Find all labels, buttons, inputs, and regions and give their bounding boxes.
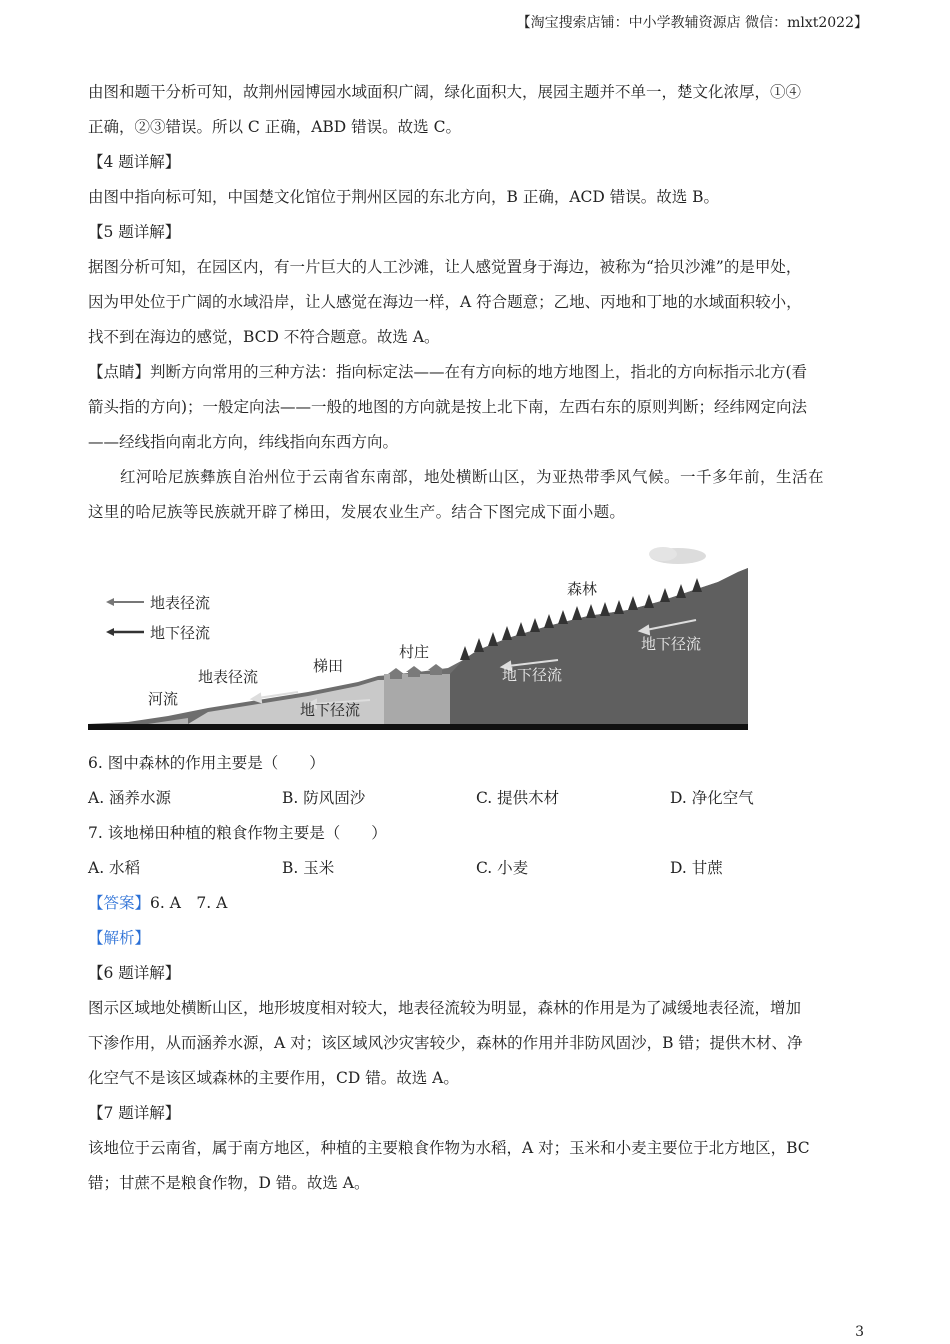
q7-option-a: A. 水稻 — [88, 859, 141, 877]
river-label: 河流 — [148, 690, 179, 708]
page-number: 3 — [855, 1324, 864, 1340]
tip-line: 【点睛】判断方向常用的三种方法：指向标定法——在有方向标的地方地图上，指北的方向标指示北方(看 — [88, 363, 808, 381]
tip-line: ——经线指向南北方向，纬线指向东西方向。 — [88, 433, 399, 451]
text-line: 因为甲处位于广阔的水域沿岸，让人感觉在海边一样，A 符合题意；乙地、丙地和丁地的水域面积较小， — [88, 293, 802, 311]
text-line: 化空气不是该区域森林的主要作用，CD 错。故选 A。 — [88, 1069, 459, 1087]
q6-option-b: B. 防风固沙 — [282, 789, 366, 807]
header-note: 【淘宝搜索店铺：中小学教辅资源店 微信：mlxt2022】 — [516, 15, 868, 31]
terrace-label: 梯田 — [313, 657, 344, 675]
text-line: 该地位于云南省，属于南方地区，种植的主要粮食作物为水稻，A 对；玉米和小麦主要位于北方地区，BC — [88, 1139, 810, 1157]
legend-under-label: 地下径流 — [150, 624, 211, 642]
legend-arrow-under — [106, 628, 144, 636]
text-line: 下渗作用，从而涵养水源，A 对；该区域风沙灾害较少，森林的作用并非防风固沙，B 错；提供木材、净 — [88, 1034, 803, 1052]
answer-line — [88, 886, 868, 921]
q7-options — [88, 851, 868, 886]
analysis-label: 【解析】 — [88, 929, 151, 947]
q6-option-a: A. 涵养水源 — [88, 789, 172, 807]
answer-value: 6. A 7. A — [150, 894, 228, 912]
text-line: 由图和题干分析可知，故荆州园博园水域面积广阔，绿化面积大，展园主题并不单一，楚文化浓厚，①④ — [88, 83, 802, 101]
village-label: 村庄 — [399, 643, 430, 661]
ground-line — [88, 724, 748, 730]
legend-arrow-surface — [106, 598, 144, 606]
underground-runoff-label-1: 地下径流 — [300, 701, 361, 719]
intro-line: 红河哈尼族彝族自治州位于云南省东南部，地处横断山区，为亚热带季风气候。一千多年前，生活在 — [120, 468, 825, 486]
text-line: 据图分析可知，在园区内，有一片巨大的人工沙滩，让人感觉置身于海边，被称为“拾贝沙滩”的是甲处， — [88, 258, 802, 276]
q7-option-c: C. 小麦 — [476, 859, 529, 877]
legend-surface-label: 地表径流 — [150, 594, 211, 612]
q6-option-c: C. 提供木材 — [476, 789, 560, 807]
section-title-q5: 【5 题详解】 — [88, 223, 181, 241]
page-content — [88, 75, 868, 1201]
section-title-d7: 【7 题详解】 — [88, 1104, 181, 1122]
text-line: 找不到在海边的感觉，BCD 不符合题意。故选 A。 — [88, 328, 440, 346]
section-title-q4: 【4 题详解】 — [88, 153, 181, 171]
village-block — [384, 674, 450, 726]
q6-options — [88, 781, 868, 816]
q7-option-d: D. 甘蔗 — [670, 859, 723, 877]
text-line: 错；甘蔗不是粮食作物，D 错。故选 A。 — [88, 1174, 370, 1192]
q7-option-b: B. 玉米 — [282, 859, 335, 877]
underground-runoff-label-2: 地下径流 — [502, 666, 563, 684]
question-6: 6. 图中森林的作用主要是（ ） — [88, 754, 325, 772]
text-line: 图示区域地处横断山区，地形坡度相对较大，地表径流较为明显，森林的作用是为了减缓地表径流，增加 — [88, 999, 802, 1017]
answer-label: 【答案】 — [88, 894, 151, 912]
underground-runoff-label-3: 地下径流 — [641, 635, 702, 653]
intro-line: 这里的哈尼族等民族就开辟了梯田，发展农业生产。结合下图完成下面小题。 — [88, 503, 626, 521]
section-title-d6: 【6 题详解】 — [88, 964, 181, 982]
surface-runoff-label: 地表径流 — [198, 668, 259, 686]
question-7: 7. 该地梯田种植的粮食作物主要是（ ） — [88, 824, 387, 842]
tip-line: 箭头指的方向)；一般定向法——一般的地图的方向就是按上北下南，左西右东的原则判断；经纬网定向法 — [88, 398, 808, 416]
text-line: 由图中指向标可知，中国楚文化馆位于荆州区园的东北方向，B 正确，ACD 错误。故选 B。 — [88, 188, 720, 206]
forest-label: 森林 — [567, 580, 598, 598]
terrace-diagram — [88, 542, 748, 732]
q6-option-d: D. 净化空气 — [670, 789, 754, 807]
text-line: 正确，②③错误。所以 C 正确，ABD 错误。故选 C。 — [88, 118, 461, 136]
